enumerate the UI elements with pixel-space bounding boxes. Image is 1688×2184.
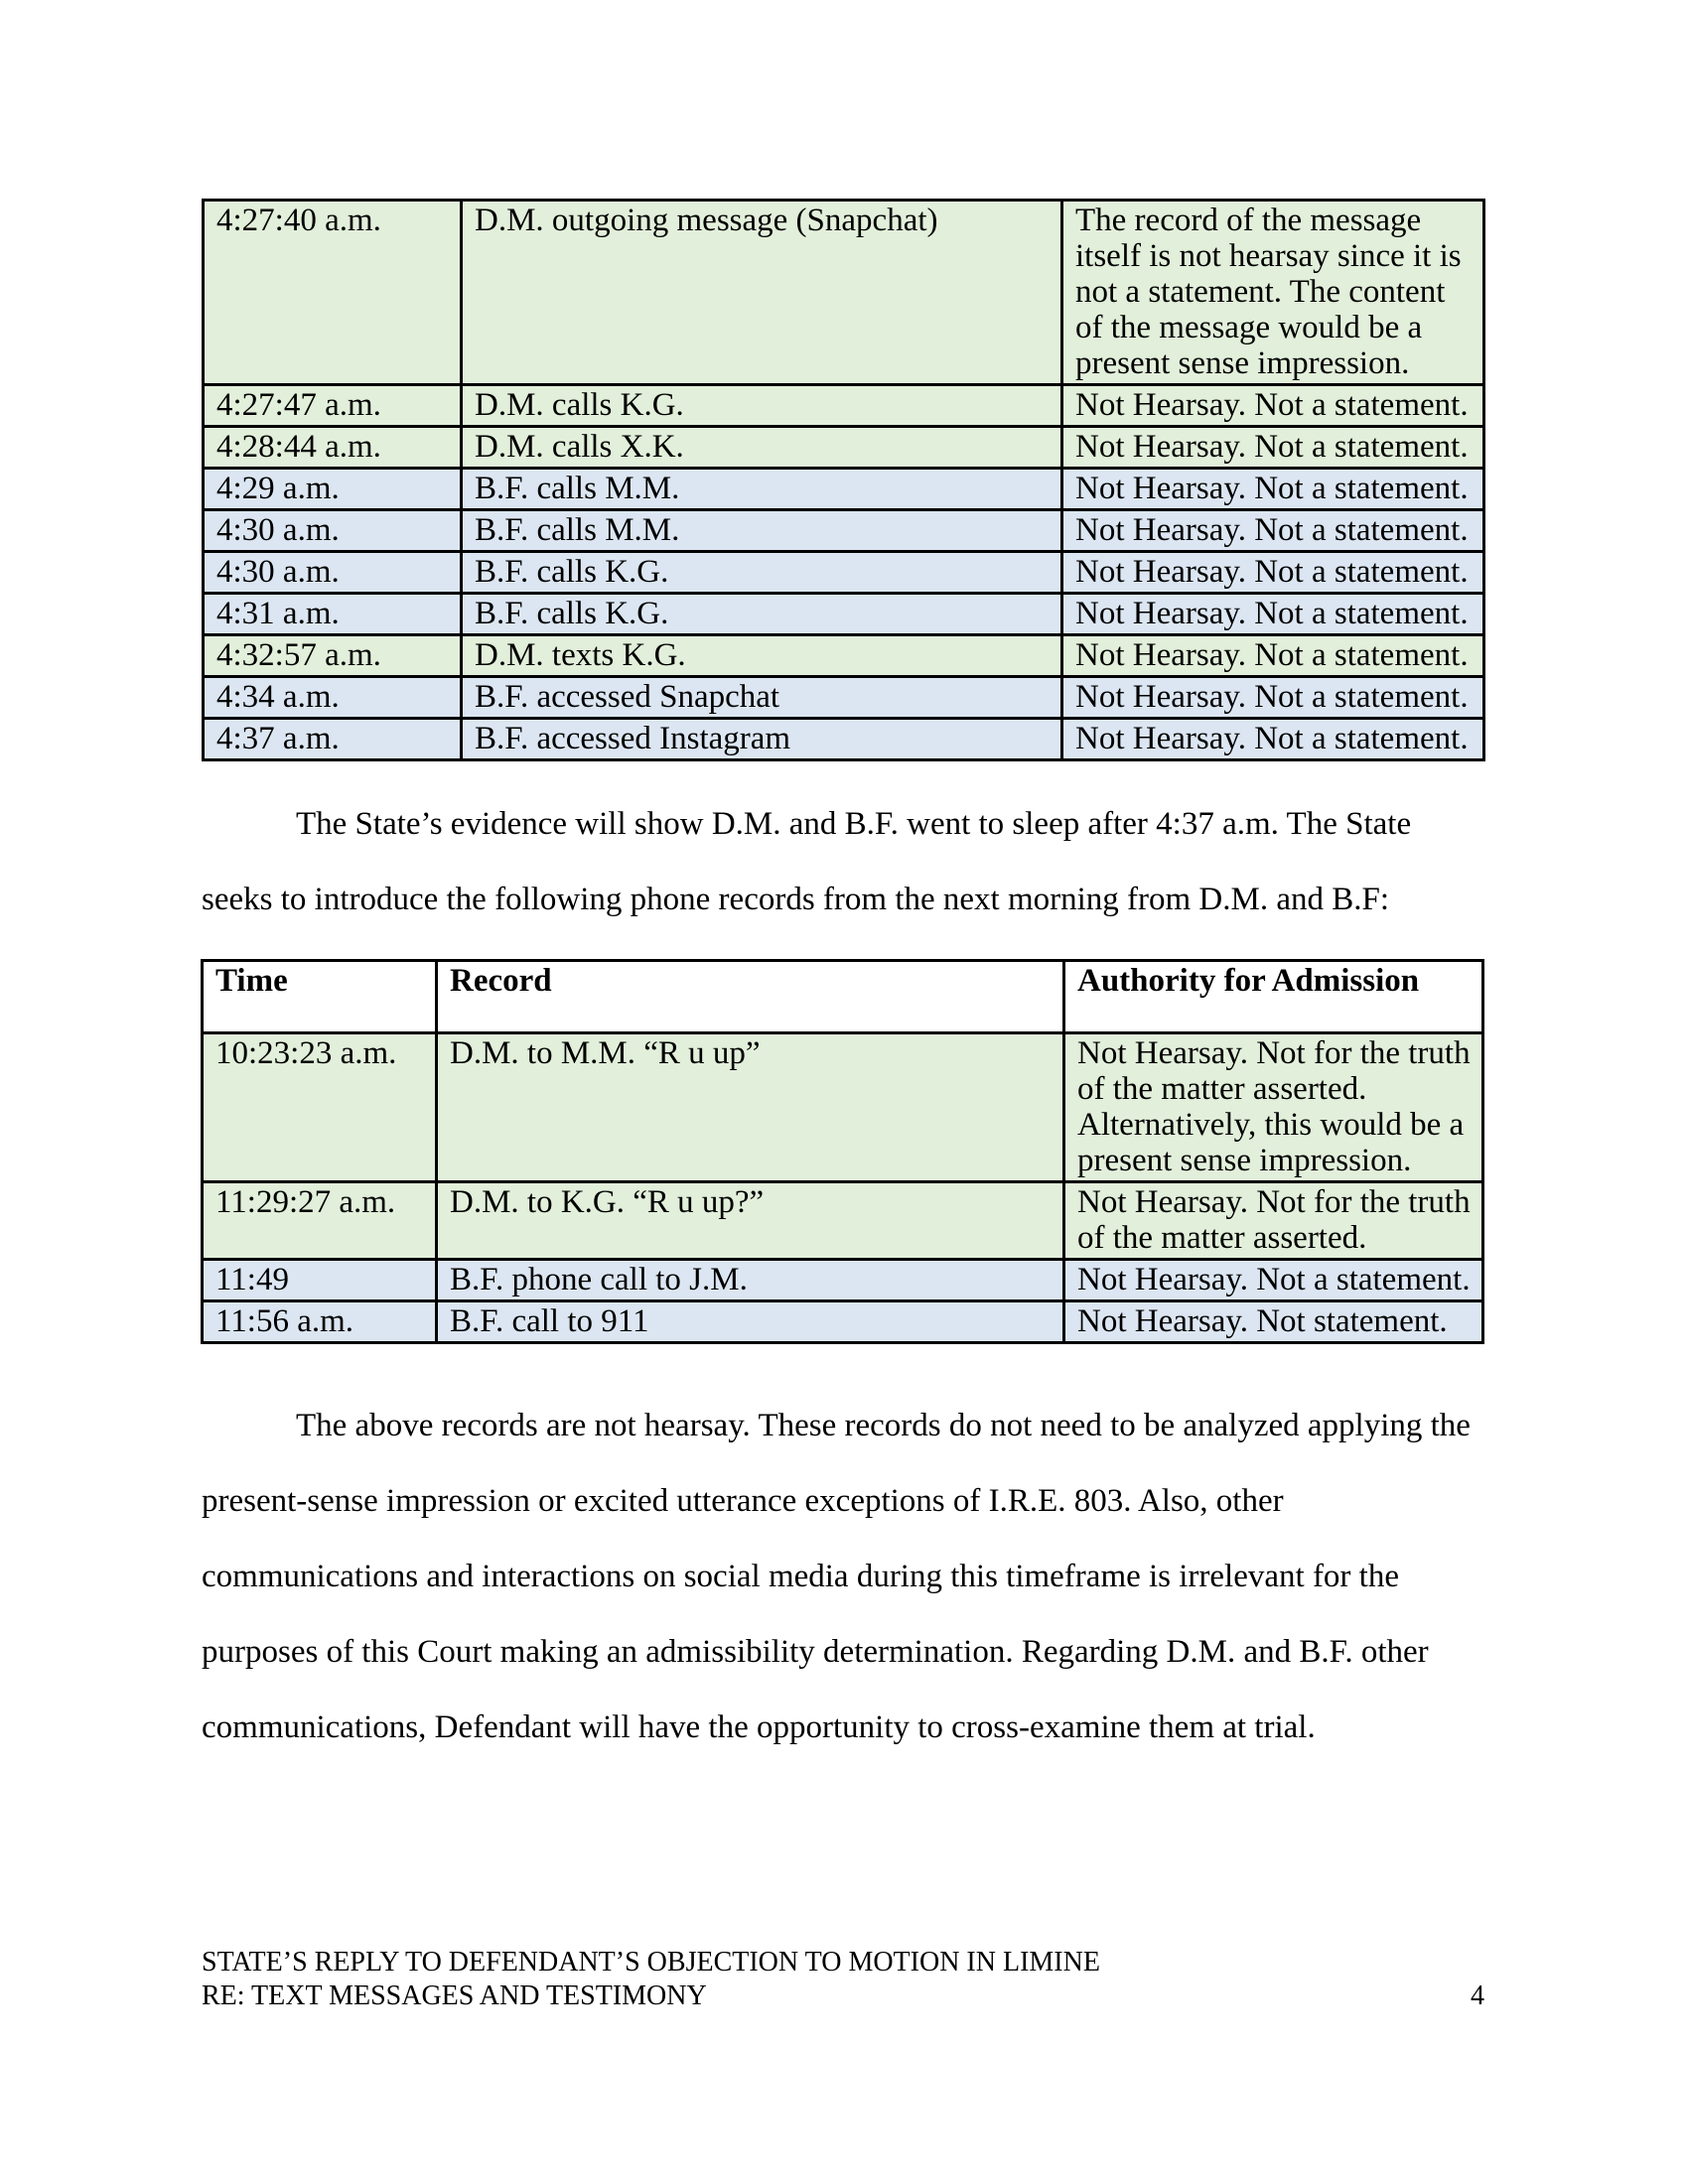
time-cell: 4:37 a.m. — [204, 719, 462, 760]
authority-cell: Not Hearsay. Not for the truth of the matter asserted. Alternatively, this would be a present sense impression. — [1064, 1033, 1483, 1182]
authority-cell: Not Hearsay. Not a statement. — [1062, 469, 1484, 510]
time-cell: 10:23:23 a.m. — [203, 1033, 437, 1182]
time-cell: 4:30 a.m. — [204, 510, 462, 552]
authority-cell: The record of the message itself is not hearsay since it is not a statement. The content of the message would be a present sense impression. — [1062, 201, 1484, 385]
authority-cell: Not Hearsay. Not for the truth of the matter asserted. — [1064, 1182, 1483, 1260]
table-row — [203, 1033, 1483, 1182]
record-cell: D.M. texts K.G. — [462, 635, 1062, 677]
page-number: 4 — [1471, 1980, 1484, 2011]
table-row — [204, 469, 1484, 510]
time-cell: 4:29 a.m. — [204, 469, 462, 510]
time-cell: 11:49 — [203, 1260, 437, 1301]
paragraph-sleep-evidence: The State’s evidence will show D.M. and B.F. went to sleep after 4:37 a.m. The State seeks to introduce the following phone records from the next morning from D.M. and B.F: — [202, 806, 1412, 917]
authority-cell: Not Hearsay. Not a statement. — [1062, 635, 1484, 677]
overnight-phone-records-table — [202, 199, 1485, 761]
record-cell: D.M. to K.G. “R u up?” — [437, 1182, 1064, 1260]
morning-phone-records-table — [201, 959, 1484, 1344]
table-row — [204, 677, 1484, 719]
authority-cell: Not Hearsay. Not a statement. — [1062, 510, 1484, 552]
table-row — [204, 510, 1484, 552]
table-row — [203, 1182, 1483, 1260]
paragraph-hearsay-analysis: The above records are not hearsay. These records do not need to be analyzed applying the present-sense impression or excited utterance exceptions of I.R.E. 803. Also, other communications and interactions on social media during this timeframe is irrelevant for the purposes of this Court making an admissibility determination. Regarding D.M. and B.F. other communications, Defendant will have the opportunity to cross-examine them at trial. — [202, 1408, 1471, 1745]
table-row — [204, 385, 1484, 427]
authority-cell: Not Hearsay. Not a statement. — [1062, 719, 1484, 760]
authority-cell: Not Hearsay. Not a statement. — [1064, 1260, 1483, 1301]
table-row — [204, 552, 1484, 594]
record-cell: D.M. to M.M. “R u up” — [437, 1033, 1064, 1182]
table-row — [204, 201, 1484, 385]
footer-document-title — [202, 1946, 1100, 2013]
authority-cell: Not Hearsay. Not a statement. — [1062, 552, 1484, 594]
table-row — [204, 635, 1484, 677]
footer-title-line2: RE: TEXT MESSAGES AND TESTIMONY — [202, 1980, 707, 2011]
authority-cell: Not Hearsay. Not a statement. — [1062, 594, 1484, 635]
record-cell: B.F. call to 911 — [437, 1301, 1064, 1343]
time-cell: 4:32:57 a.m. — [204, 635, 462, 677]
table-row — [204, 594, 1484, 635]
authority-column-header: Authority for Admission — [1064, 961, 1483, 1033]
authority-cell: Not Hearsay. Not a statement. — [1062, 385, 1484, 427]
time-cell: 11:29:27 a.m. — [203, 1182, 437, 1260]
table-header-row — [203, 961, 1483, 1033]
table-row — [204, 427, 1484, 469]
time-cell: 11:56 a.m. — [203, 1301, 437, 1343]
time-cell: 4:31 a.m. — [204, 594, 462, 635]
table-row — [204, 719, 1484, 760]
page-footer — [202, 1946, 1484, 2013]
record-cell: D.M. calls K.G. — [462, 385, 1062, 427]
authority-cell: Not Hearsay. Not statement. — [1064, 1301, 1483, 1343]
time-cell: 4:27:40 a.m. — [204, 201, 462, 385]
authority-cell: Not Hearsay. Not a statement. — [1062, 677, 1484, 719]
record-cell: B.F. calls K.G. — [462, 552, 1062, 594]
time-cell: 4:34 a.m. — [204, 677, 462, 719]
record-cell: D.M. calls X.K. — [462, 427, 1062, 469]
record-cell: B.F. phone call to J.M. — [437, 1260, 1064, 1301]
time-cell: 4:27:47 a.m. — [204, 385, 462, 427]
time-cell: 4:28:44 a.m. — [204, 427, 462, 469]
record-cell: B.F. accessed Instagram — [462, 719, 1062, 760]
table-row — [203, 1301, 1483, 1343]
table-row — [203, 1260, 1483, 1301]
record-cell: B.F. calls M.M. — [462, 469, 1062, 510]
record-cell: B.F. calls K.G. — [462, 594, 1062, 635]
time-cell: 4:30 a.m. — [204, 552, 462, 594]
record-cell: D.M. outgoing message (Snapchat) — [462, 201, 1062, 385]
time-column-header: Time — [203, 961, 437, 1033]
record-cell: B.F. accessed Snapchat — [462, 677, 1062, 719]
record-cell: B.F. calls M.M. — [462, 510, 1062, 552]
record-column-header: Record — [437, 961, 1064, 1033]
footer-title-line1: STATE’S REPLY TO DEFENDANT’S OBJECTION TO MOTION IN LIMINE — [202, 1947, 1100, 1978]
authority-cell: Not Hearsay. Not a statement. — [1062, 427, 1484, 469]
